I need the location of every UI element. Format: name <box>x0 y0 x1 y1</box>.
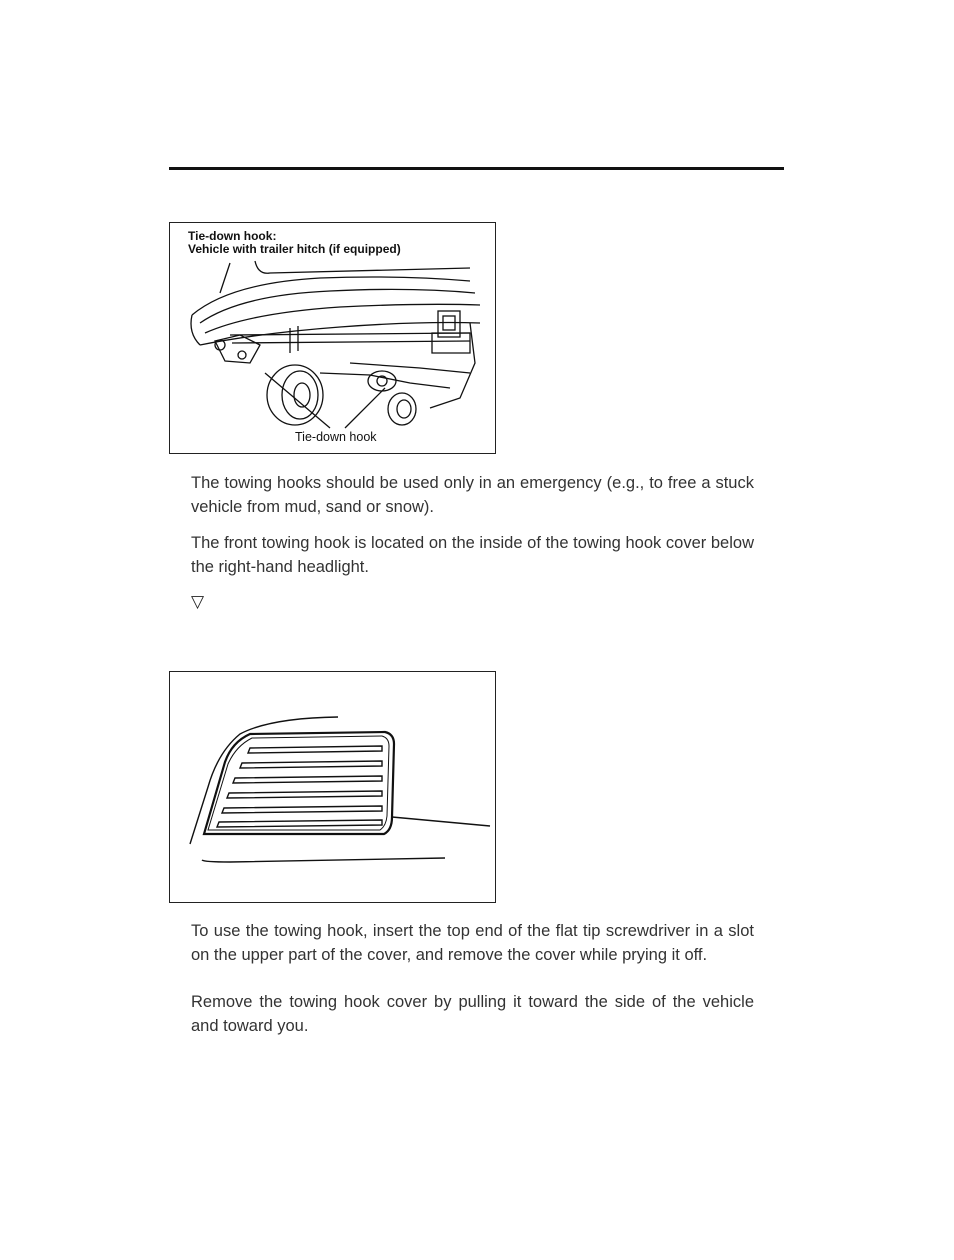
tie-down-hook-figure <box>169 222 496 454</box>
hook-cover-illustration <box>170 672 497 904</box>
triangle-marker-icon: ▽ <box>191 592 205 611</box>
paragraph-remove-cover-pull: Remove the towing hook cover by pulling it toward the side of the vehicle and toward you. <box>191 993 754 1035</box>
figure-caption: Tie-down hook <box>295 430 377 444</box>
towing-hook-cover-figure <box>169 671 496 903</box>
figure-title-line2: Vehicle with trailer hitch (if equipped) <box>188 242 401 256</box>
paragraph-remove-cover-screwdriver: To use the towing hook, insert the top end of the flat tip screwdriver in a slot on the upper part of the cover, and remove the cover while prying it off. <box>191 922 754 964</box>
paragraph-emergency-use: The towing hooks should be used only in an emergency (e.g., to free a stuck vehicle from mud, sand or snow). <box>191 474 754 516</box>
figure-title-line1: Tie-down hook: <box>188 229 277 243</box>
paragraph-front-hook-location: The front towing hook is located on the inside of the towing hook cover below the right-hand headlight. <box>191 534 754 576</box>
header-rule <box>169 167 784 170</box>
figure-title <box>188 230 401 256</box>
vehicle-underbody-illustration <box>170 223 497 455</box>
